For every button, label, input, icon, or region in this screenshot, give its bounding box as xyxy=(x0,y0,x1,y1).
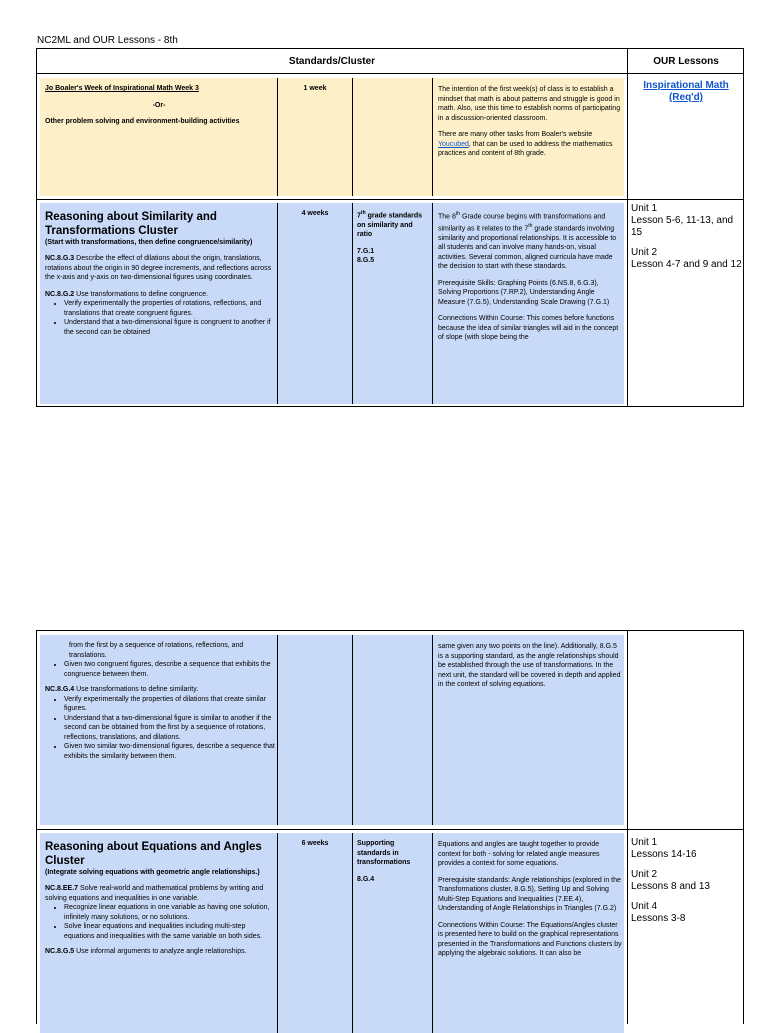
document-title: NC2ML and OUR Lessons - 8th xyxy=(37,35,178,46)
standard-8g2: NC.8.G.2 Use transformations to define congruence. xyxy=(45,290,209,298)
row1-desc1: The intention of the first week(s) of class is to establish a mindset that math is about patterns and struggle is good in math. Also, use this time to establish norms of participating in a discussion-oriented classroom. xyxy=(438,86,621,122)
row4-our-lessons: Unit 1 Lessons 14-16 Unit 2 Lessons 8 and 13 Unit 4 Lessons 3-8 xyxy=(631,837,710,924)
inspirational-math-link[interactable]: Inspirational Math (Req'd) xyxy=(643,80,729,103)
row4-prior-standards: Supporting standards in transformations 8.G.4 xyxy=(357,840,411,883)
standard-8g5: NC.8.G.5 Use informal arguments to analyze angle relationships. xyxy=(45,948,247,955)
row2-cluster-subtitle: (Start with transformations, then define congruence/similarity) xyxy=(45,239,253,246)
list-item: • Understand that a two-dimensional figure is similar to another if the second can be obtained from the first by a sequence of rotations, reflections, translations, and dilations. xyxy=(64,714,275,743)
standard-8ee7: NC.8.EE.7 Solve real-world and mathematical problems by writing and solving equations and inequalities in one variable. xyxy=(45,885,264,902)
row1-duration: 1 week xyxy=(303,85,327,92)
list-item: • Understand that a two-dimensional figure is congruent to another if the second can be obtained xyxy=(64,318,275,337)
row4-desc2: Prerequisite standards: Angle relationships (explored in the Transformations cluster, 8.G.5), Setting Up and Solving Multi-Step Equations and Inequalities (7.EE.4), Understanding of Angle Relationships in Triangles (7.G.2) xyxy=(438,876,621,912)
row-inspirational-math xyxy=(40,78,624,196)
row2-desc3: Connections Within Course: This comes before functions because the idea of similar triangles will aid in the concept of slope (with slope being the xyxy=(438,315,619,342)
list-item: • Recognize linear equations in one variable as having one solution, infinitely many solutions, or no solutions. xyxy=(64,903,277,922)
row1-other: Other problem solving and environment-building activities xyxy=(45,118,240,125)
row2-desc1: The 8th Grade course begins with transformations and similarity as it relates to the 7th grade standards involving similarity and proportional relationships. It is accessible to all students and can involve many hands-on, visual activities. Several common, aligned curricula have made the decision to start with these standards. xyxy=(438,211,617,271)
row4-desc3: Connections Within Course: The Equations/Angles cluster is presented here to build on the graphical representations presented in the Transformations and Functions clusters by applying the algebraic solutions. It can also be xyxy=(438,921,622,957)
row-similarity-transformations xyxy=(40,203,624,404)
row-similarity-continued xyxy=(40,635,624,825)
standard-8g4: NC.8.G.4 Use transformations to define similarity. xyxy=(45,686,199,693)
standard-8g3: NC.8.G.3 Describe the effect of dilations about the origin, translations, rotations about the origin in 90 degree increments, and reflections across the x-axis and y-axis on two-dimensional figures using coordinates. xyxy=(45,255,272,281)
standards-table-page-2 xyxy=(36,630,744,1024)
list-item: • Verify experimentally the properties of rotations, reflections, and translations that create congruent figures. xyxy=(64,299,275,318)
row-equations-angles xyxy=(40,833,624,1033)
youcubed-link[interactable]: Youcubed xyxy=(438,140,469,148)
list-item: • Verify experimentally the properties of dilations that create similar figures. xyxy=(64,695,275,714)
row1-title: Jo Boaler's Week of Inspirational Math Week 3 xyxy=(45,85,199,92)
row1-desc2: There are many other tasks from Boaler's website Youcubed, that can be used to address the mathematics practices and content of 8th grade. xyxy=(438,131,613,157)
header-standards: Standards/Cluster xyxy=(288,56,376,67)
header-our-lessons: OUR Lessons xyxy=(653,56,719,67)
row2-prior-standards: 7th grade standards on similarity and ratio 7.G.1 8.G.5 xyxy=(357,210,423,265)
list-item: • Solve linear equations and inequalities including multi-step equations and inequalities with the same variable on both sides. xyxy=(64,922,277,941)
row4-duration: 6 weeks xyxy=(301,840,329,847)
list-item: • Given two congruent figures, describe a sequence that exhibits the congruence between them. xyxy=(64,660,275,679)
row2-our-lessons: Unit 1 Lesson 5-6, 11-13, and 15 Unit 2 Lesson 4-7 and 9 and 12 xyxy=(631,203,742,270)
row2-cluster-title: Reasoning about Similarity and Transformations Cluster xyxy=(45,211,217,237)
row3-desc: same given any two points on the line). Additionally, 8.G.5 is a supporting standard, as the angle relationships should be established through the use of transformations. In the next unit, the standard will be covered in depth and applied in the context of solving equations. xyxy=(438,643,621,688)
row1-or: -Or- xyxy=(152,101,166,109)
list-item: • Given two similar two-dimensional figures, describe a sequence that exhibits the similarity between them. xyxy=(64,742,275,761)
standards-table-page-1 xyxy=(36,48,744,407)
row2-duration: 4 weeks xyxy=(301,210,329,217)
row4-cluster-subtitle: (Integrate solving equations with geometric angle relationships.) xyxy=(45,869,260,876)
row2-desc2: Prerequisite Skills: Graphing Points (6.NS.8, 6.G.3), Solving Proportions (7.RP.2), Understanding Angle Measure (7.G.5), Understanding Scale Drawing (7.G.1) xyxy=(438,279,610,306)
row4-cluster-title: Reasoning about Equations and Angles Cluster xyxy=(45,841,262,867)
continued-text: from the first by a sequence of rotations, reflections, and translations. xyxy=(69,642,244,659)
row4-desc1: Equations and angles are taught together to provide context for both - solving for related angle measures provides a context for some equations. xyxy=(438,841,600,867)
